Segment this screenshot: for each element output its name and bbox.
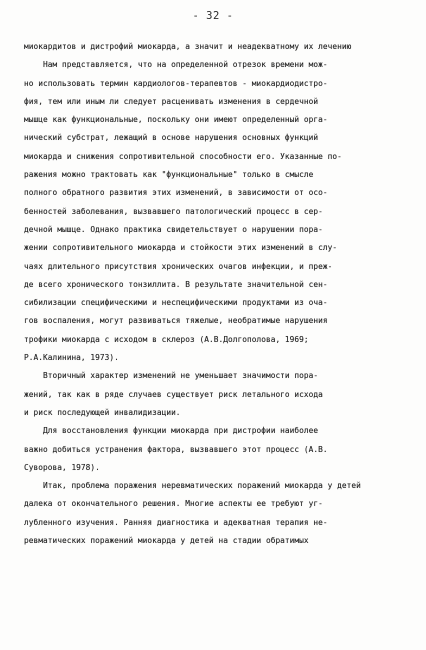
text-line: ревматических поражений миокарда у детей на стадии обратимых (24, 536, 309, 546)
text-line: ражения можно трактовать как "функциональные" только в смысле (24, 170, 314, 180)
text-line: бенностей заболевания, вызвавшего патологический процесс в сер- (24, 206, 323, 216)
text-line: жении сопротивительного миокарда и стойкости этих изменений в слу- (24, 243, 338, 253)
text-line: трофики миокарда с исходом в склероз (А.В.Долгополова, 1969; (24, 334, 309, 344)
text-line: фия, тем или иным ли следует расценивать изменения в сердечной (24, 96, 319, 106)
text-line: миокарда и снижения сопротивительной способности его. Указанные по- (24, 151, 342, 161)
text-line: Нам представляется, что на определенной отрезок времени мож- (24, 60, 328, 70)
text-line: важно добиться устранения фактора, вызвавшего этот процесс (А.В. (24, 444, 328, 454)
text-line: нический субстрат, лежащий в основе нарушения основных функций (24, 133, 319, 143)
text-line: Вторичный характер изменений не уменьшает значимости пора- (24, 371, 319, 381)
text-line: де всего хронического тонзиллита. В результате значительной сен- (24, 279, 328, 289)
text-line: Р.А.Калинина, 1973). (24, 353, 119, 363)
text-line: Итак, проблема поражения неревматических поражений миокарда у детей (24, 481, 361, 491)
text-line: сибилизации специфическими и неспецифическими продуктами из оча- (24, 298, 328, 308)
text-line: но использовать термин кардиологов-терапевтов - миокардиодистро- (24, 78, 328, 88)
text-line: Для восстановления функции миокарда при дистрофии наиболее (24, 426, 319, 436)
text-line: гов воспаления, могут развиваться тяжелые, необратимые нарушения (24, 316, 328, 326)
text-line: Суворова, 1978). (24, 462, 100, 472)
text-line: миокардитов и дистрофий миокарда, а значит и неадекватному их лечению (24, 42, 352, 51)
text-line: и риск последующей инвалидизации. (24, 407, 181, 417)
text-line: лубленного изучения. Ранняя диагностика и адекватная терапия не- (24, 517, 328, 527)
text-line: далека от окончательного решения. Многие аспекты ее требуют уг- (24, 499, 323, 509)
text-line: жений, так как в ряде случаев существует риск летального исхода (24, 389, 323, 399)
text-line: мышце как функциональные, поскольку они имеют определенный орга- (24, 115, 328, 125)
text-line: чаях длительного присутствия хронических очагов инфекции, и преж- (24, 261, 333, 271)
body-text (24, 38, 406, 550)
text-line: дечной мышце. Однако практика свидетельствует о нарушении пора- (24, 224, 323, 234)
text-line: полного обратного развития этих изменений, в зависимости от осо- (24, 188, 328, 198)
page-number: - 32 - (192, 10, 234, 22)
